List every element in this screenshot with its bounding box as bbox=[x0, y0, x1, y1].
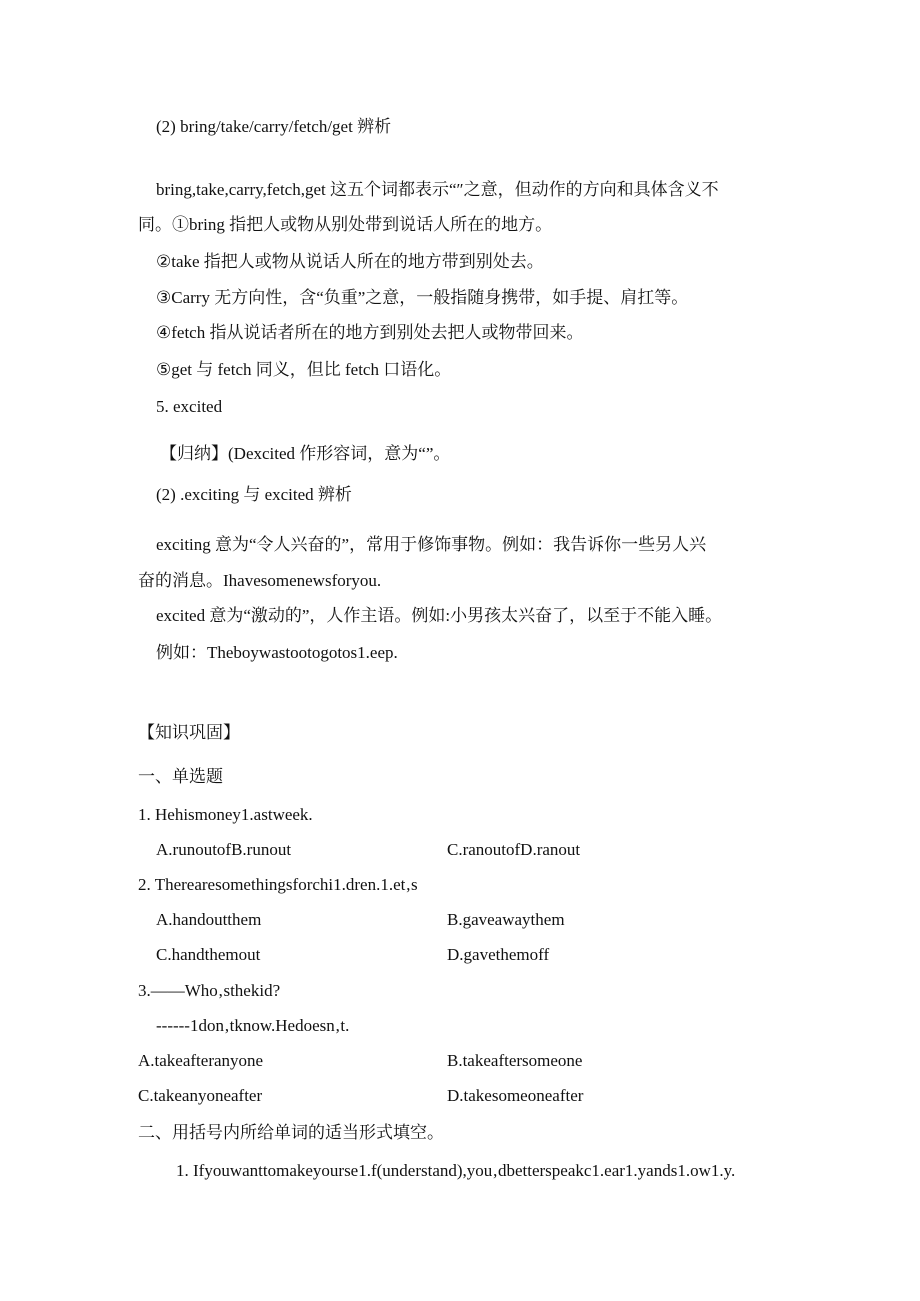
subheading-bring-take: (2) bring/take/carry/fetch/get 辨析 bbox=[156, 117, 392, 136]
section-title-single-choice: 一、单选题 bbox=[138, 767, 223, 786]
question-2: 2. Therearesomethingsforchi1.dren.1.et‚s bbox=[138, 875, 418, 894]
option-a: A.takeafteranyone bbox=[138, 1051, 264, 1070]
option-a: A.handoutthem bbox=[156, 910, 262, 929]
option-line: C.ranoutofD.ranout bbox=[447, 840, 581, 859]
option-d: D.takesomeoneafter bbox=[447, 1086, 584, 1105]
paragraph-line: bring,take,carry,fetch,get 这五个词都表示“″之意，但动作的方向和具体含义不 bbox=[156, 180, 719, 199]
option-b: B.takeaftersomeone bbox=[447, 1051, 583, 1070]
subheading-exciting-excited: (2) .exciting 与 excited 辨析 bbox=[156, 485, 352, 504]
paragraph-line: ⑤get 与 fetch 同义，但比 fetch 口语化。 bbox=[156, 360, 452, 379]
paragraph-line: 奋的消息。Ihavesomenewsforyou. bbox=[138, 571, 382, 590]
paragraph-line: ③Carry 无方向性，含“负重”之意，一般指随身携带，如手提、肩扛等。 bbox=[156, 288, 689, 307]
option-c: C.takeanyoneafter bbox=[138, 1086, 263, 1105]
paragraph-line: 同。①bring 指把人或物从别处带到说话人所在的地方。 bbox=[138, 215, 553, 234]
option-b: B.gaveawaythem bbox=[447, 910, 565, 929]
option-d: D.gavethemoff bbox=[447, 945, 550, 964]
paragraph-line: ②take 指把人或物从说话人所在的地方带到别处去。 bbox=[156, 252, 544, 271]
paragraph-line: exciting 意为“令人兴奋的”，常用于修饰事物。例如：我告诉你一些另人兴 bbox=[156, 535, 707, 554]
option-c: C.handthemout bbox=[156, 945, 261, 964]
section-title-knowledge: 【知识巩固】 bbox=[138, 723, 240, 742]
paragraph-line: 例如：Theboywastootogotos1.eep. bbox=[156, 643, 398, 662]
paragraph-line: excited 意为“激动的”，人作主语。例如:小男孩太兴奋了，以至于不能入睡。 bbox=[156, 606, 723, 625]
option-line: A.runoutofB.runout bbox=[156, 840, 292, 859]
fill-question-1: 1. Ifyouwanttomakeyourse1.f(understand),you‚dbetterspeakc1.ear1.yands1.ow1.y. bbox=[176, 1161, 736, 1180]
item-heading-excited: 5. excited bbox=[156, 397, 223, 416]
section-title-fill-blank: 二、用括号内所给单词的适当形式填空。 bbox=[138, 1123, 444, 1142]
question-1: 1. Hehismoney1.astweek. bbox=[138, 805, 313, 824]
question-3: 3.——Who‚sthekid? bbox=[138, 981, 281, 1000]
paragraph-line: ④fetch 指从说话者所在的地方到别处去把人或物带回来。 bbox=[156, 323, 584, 342]
summary-line: 【归纳】(Dexcited 作形容词，意为“”。 bbox=[160, 444, 451, 463]
question-3-reply: ------1don‚tknow.Hedoesn‚t. bbox=[156, 1016, 350, 1035]
